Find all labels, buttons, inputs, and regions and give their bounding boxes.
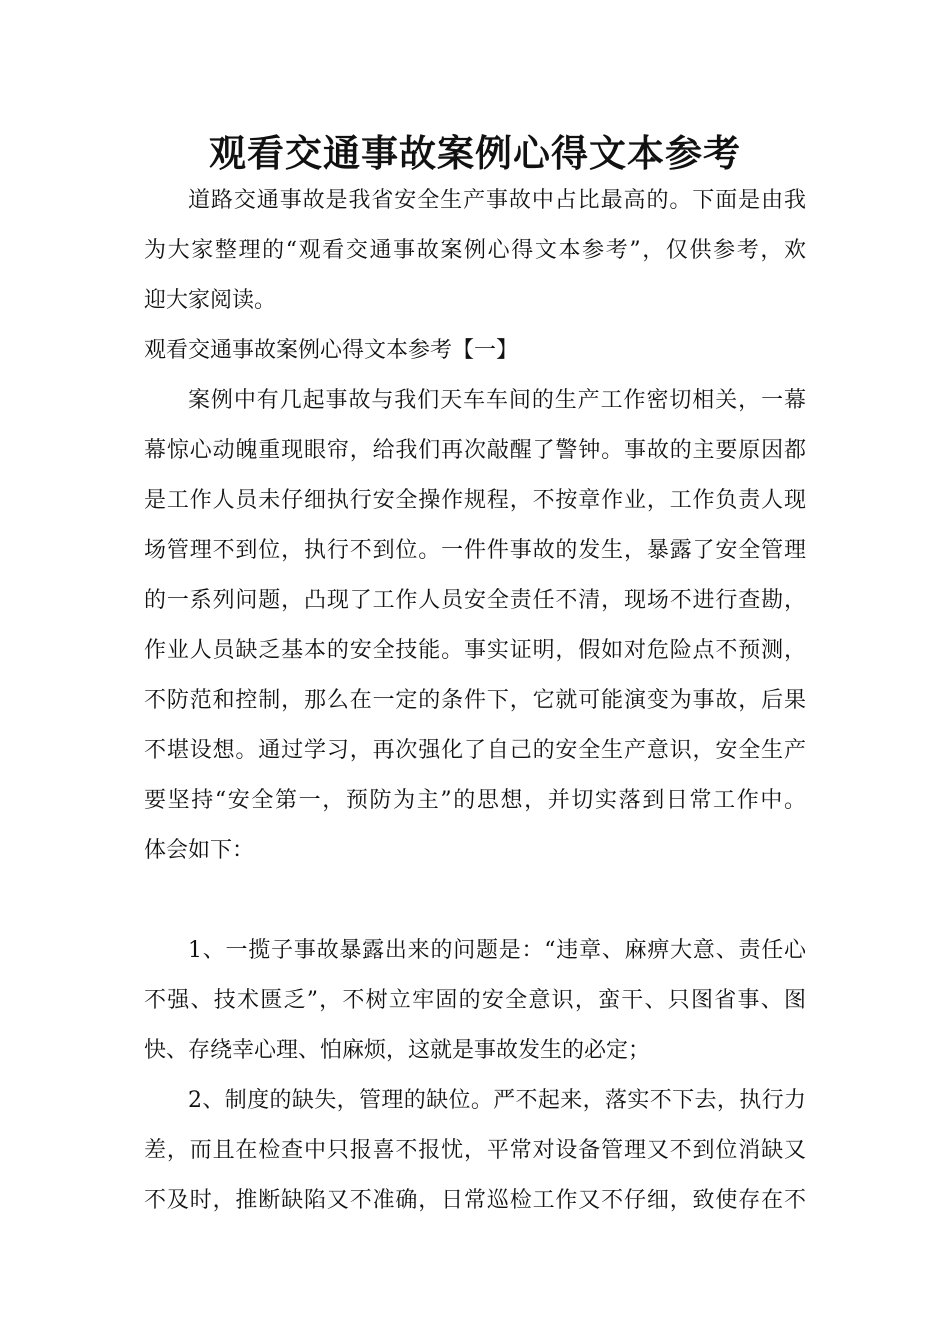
list-item-line: 不强、技术匮乏”，不树立牢固的安全意识，蛮干、只图省事、图 (144, 988, 806, 1013)
list-item-line: 快、存绕幸心理、怕麻烦，这就是事故发生的必定； (144, 1038, 651, 1063)
paragraph-line: 体会如下： (144, 838, 255, 863)
paragraph-line: 迎大家阅读。 (144, 288, 277, 313)
list-item-line: 差，而且在检查中只报喜不报忧，平常对设备管理又不到位消缺又 (144, 1138, 806, 1163)
paragraph-line: 不堪设想。通过学习，再次强化了自己的安全生产意识，安全生产 (144, 738, 806, 763)
document-title: 观看交通事故案例心得文本参考 (209, 131, 741, 175)
list-item-line: 1、一揽子事故暴露出来的问题是：“违章、麻痹大意、责任心 (188, 938, 806, 963)
paragraph-line: 场管理不到位，执行不到位。一件件事故的发生，暴露了安全管理 (144, 538, 806, 563)
section-heading: 观看交通事故案例心得文本参考【一】 (144, 338, 519, 363)
paragraph-line: 的一系列问题，凸现了工作人员安全责任不清，现场不进行查勘， (144, 588, 806, 613)
paragraph-line: 道路交通事故是我省安全生产事故中占比最高的。下面是由我 (188, 188, 806, 213)
paragraph-line: 要坚持“安全第一，预防为主”的思想，并切实落到日常工作中。 (144, 788, 806, 813)
paragraph-line: 不防范和控制，那么在一定的条件下，它就可能演变为事故，后果 (144, 688, 806, 713)
list-item-line: 不及时，推断缺陷又不准确，日常巡检工作又不仔细，致使存在不 (144, 1188, 806, 1213)
paragraph-line: 案例中有几起事故与我们天车车间的生产工作密切相关，一幕 (188, 388, 806, 413)
list-item-line: 2、制度的缺失，管理的缺位。严不起来，落实不下去，执行力 (188, 1088, 806, 1113)
paragraph-line: 幕惊心动魄重现眼帘，给我们再次敲醒了警钟。事故的主要原因都 (144, 438, 806, 463)
paragraph-line: 为大家整理的“观看交通事故案例心得文本参考”，仅供参考，欢 (144, 238, 806, 263)
paragraph-line: 作业人员缺乏基本的安全技能。事实证明，假如对危险点不预测， (144, 638, 806, 663)
paragraph-line: 是工作人员未仔细执行安全操作规程，不按章作业，工作负责人现 (144, 488, 806, 513)
